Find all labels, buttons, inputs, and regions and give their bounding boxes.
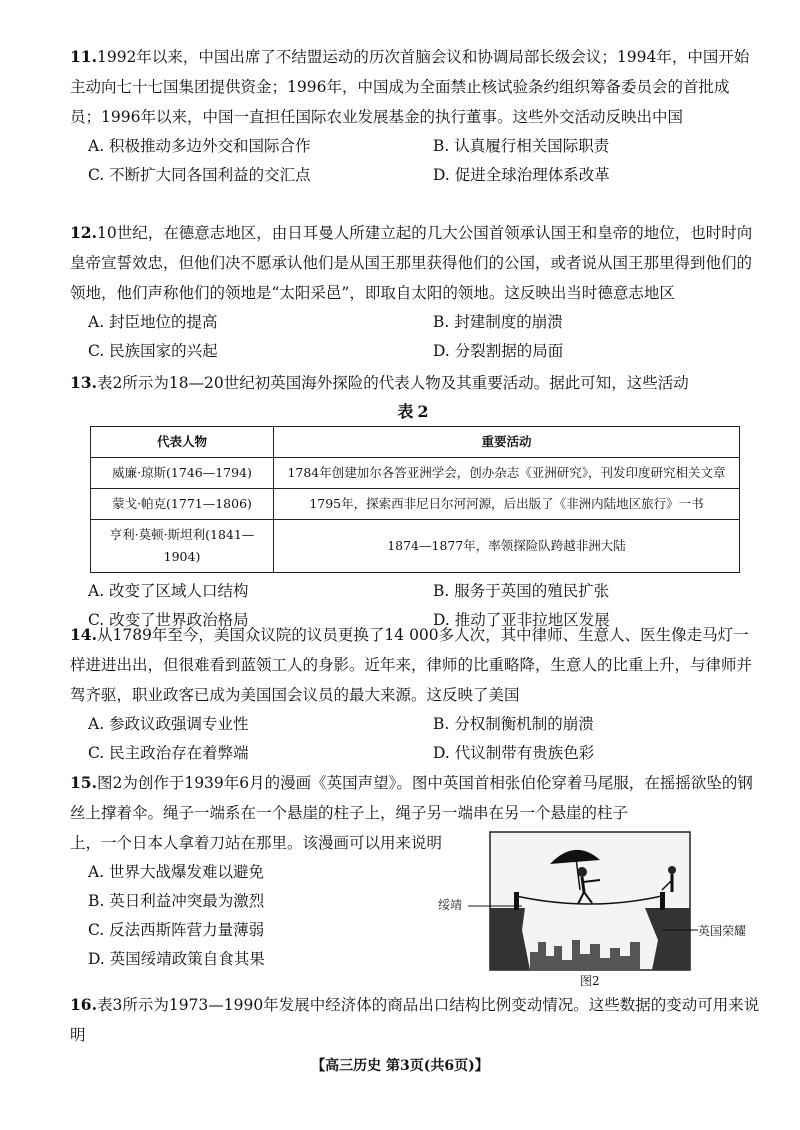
question-stem: 1992年以来，中国出席了不结盟运动的历次首脑会议和协调局部长级会议；1994年，中国开始主动向七十七国集团提供资金；1996年，中国成为全面禁止核试验条约组织筹备委员会的首批成员；1996年以来，中国一直担任国际农业发展基金的执行董事。这些外交活动反映出中国 [70,48,750,126]
option-a[interactable]: A. 改变了区域人口结构 [88,582,249,600]
table-header: 代表人物 [91,427,274,458]
question-stem-continued: 上，一个日本人拿着刀站在那里。该漫画可以用来说明 [70,834,443,852]
option-c[interactable]: C. 反法西斯阵营力量薄弱 [88,921,265,939]
cartoon-illustration [430,830,760,990]
option-a[interactable]: A. 积极推动多边外交和国际合作 [88,137,311,155]
option-b[interactable]: B. 服务于英国的殖民扩张 [433,582,610,600]
question-number: 11. [70,47,97,66]
question-13 [70,368,760,635]
question-14 [70,620,760,768]
option-c[interactable]: C. 民族国家的兴起 [88,342,218,360]
option-c[interactable]: C. 不断扩大同各国利益的交汇点 [88,166,311,184]
table-cell: 1784年创建加尔各答亚洲学会，创办杂志《亚洲研究》，刊发印度研究相关文章 [274,458,740,489]
question-number: 13. [70,373,97,392]
option-d[interactable]: D. 代议制带有贵族色彩 [433,744,595,762]
question-stem: 表3所示为1973—1990年发展中经济体的商品出口结构比例变动情况。这些数据的变动可用来说明 [70,996,760,1044]
options [88,132,760,190]
option-c[interactable]: C. 改变了世界政治格局 [88,611,249,629]
table-2 [90,426,740,573]
question-stem: 图2为创作于1939年6月的漫画《英国声望》。图中英国首相张伯伦穿着马尾服，在摇摇欲坠的钢丝上撑着伞。绳子一端系在一个悬崖的柱子上，绳子另一端串在另一个悬崖的柱子 [70,774,753,822]
question-stem: 从1789年至今，美国众议院的议员更换了14 000多人次，其中律师、生意人、医生像走马灯一样进进出出，但很难看到蓝领工人的身影。近年来，律师的比重略降，生意人的比重上升，与律师并驾齐驱，职业政客已成为美国国会议员的最大来源。这反映了美国 [70,626,753,704]
question-number: 12. [70,223,97,242]
table-cell: 亨利·莫顿·斯坦利(1841—1904) [91,520,274,573]
option-a[interactable]: A. 参政议政强调专业性 [88,715,249,733]
table-cell: 蒙戈·帕克(1771—1806) [91,489,274,520]
question-stem: 表2所示为18—20世纪初英国海外探险的代表人物及其重要活动。据此可知，这些活动 [96,374,689,392]
question-number: 16. [70,995,97,1014]
option-b[interactable]: B. 认真履行相关国际职责 [433,137,610,155]
table-header-row [91,427,740,458]
table-header: 重要活动 [274,427,740,458]
option-c[interactable]: C. 民主政治存在着弊端 [88,744,249,762]
table-cell: 1795年，探索西非尼日尔河河源，后出版了《非洲内陆地区旅行》一书 [274,489,740,520]
table-row [91,489,740,520]
options [88,308,760,366]
question-stem: 10世纪，在德意志地区，由日耳曼人所建立起的几大公国首领承认国王和皇帝的地位，也时时向皇帝宣誓效忠，但他们决不愿承认他们是从国王那里获得他们的公国，或者说从国王那里得到他们的领地，他们声称他们的领地是“太阳采邑”，即取自太阳的领地。这反映出当时德意志地区 [70,224,753,302]
figure-caption: 图2 [580,974,600,988]
question-number: 15. [70,773,97,792]
option-a[interactable]: A. 世界大战爆发难以避免 [88,863,265,881]
table-caption: 表2 [397,402,433,421]
option-d[interactable]: D. 分裂割据的局面 [433,342,564,360]
question-16 [70,990,760,1050]
options [88,710,760,768]
table-cell: 威廉·琼斯(1746—1794) [91,458,274,489]
question-12 [70,218,760,366]
option-b[interactable]: B. 封建制度的崩溃 [433,313,563,331]
option-b[interactable]: B. 英日利益冲突最为激烈 [88,892,265,910]
figure-2-cartoon [430,830,760,990]
question-11 [70,42,760,190]
table-cell: 1874—1877年，率领探险队跨越非洲大陆 [274,520,740,573]
table-row [91,520,740,573]
option-b[interactable]: B. 分权制衡机制的崩溃 [433,715,594,733]
table-row [91,458,740,489]
option-d[interactable]: D. 推动了亚非拉地区发展 [433,611,610,629]
figure-label-british-glory: 英国荣耀 [698,924,747,938]
option-d[interactable]: D. 英国绥靖政策自食其果 [88,950,265,968]
figure-label-appeasement: 绥靖 [438,898,463,912]
page-footer: 【高三历史 第3页(共6页)】 [311,1058,489,1074]
question-number: 14. [70,625,97,644]
option-d[interactable]: D. 促进全球治理体系改革 [433,166,610,184]
option-a[interactable]: A. 封臣地位的提高 [88,313,218,331]
